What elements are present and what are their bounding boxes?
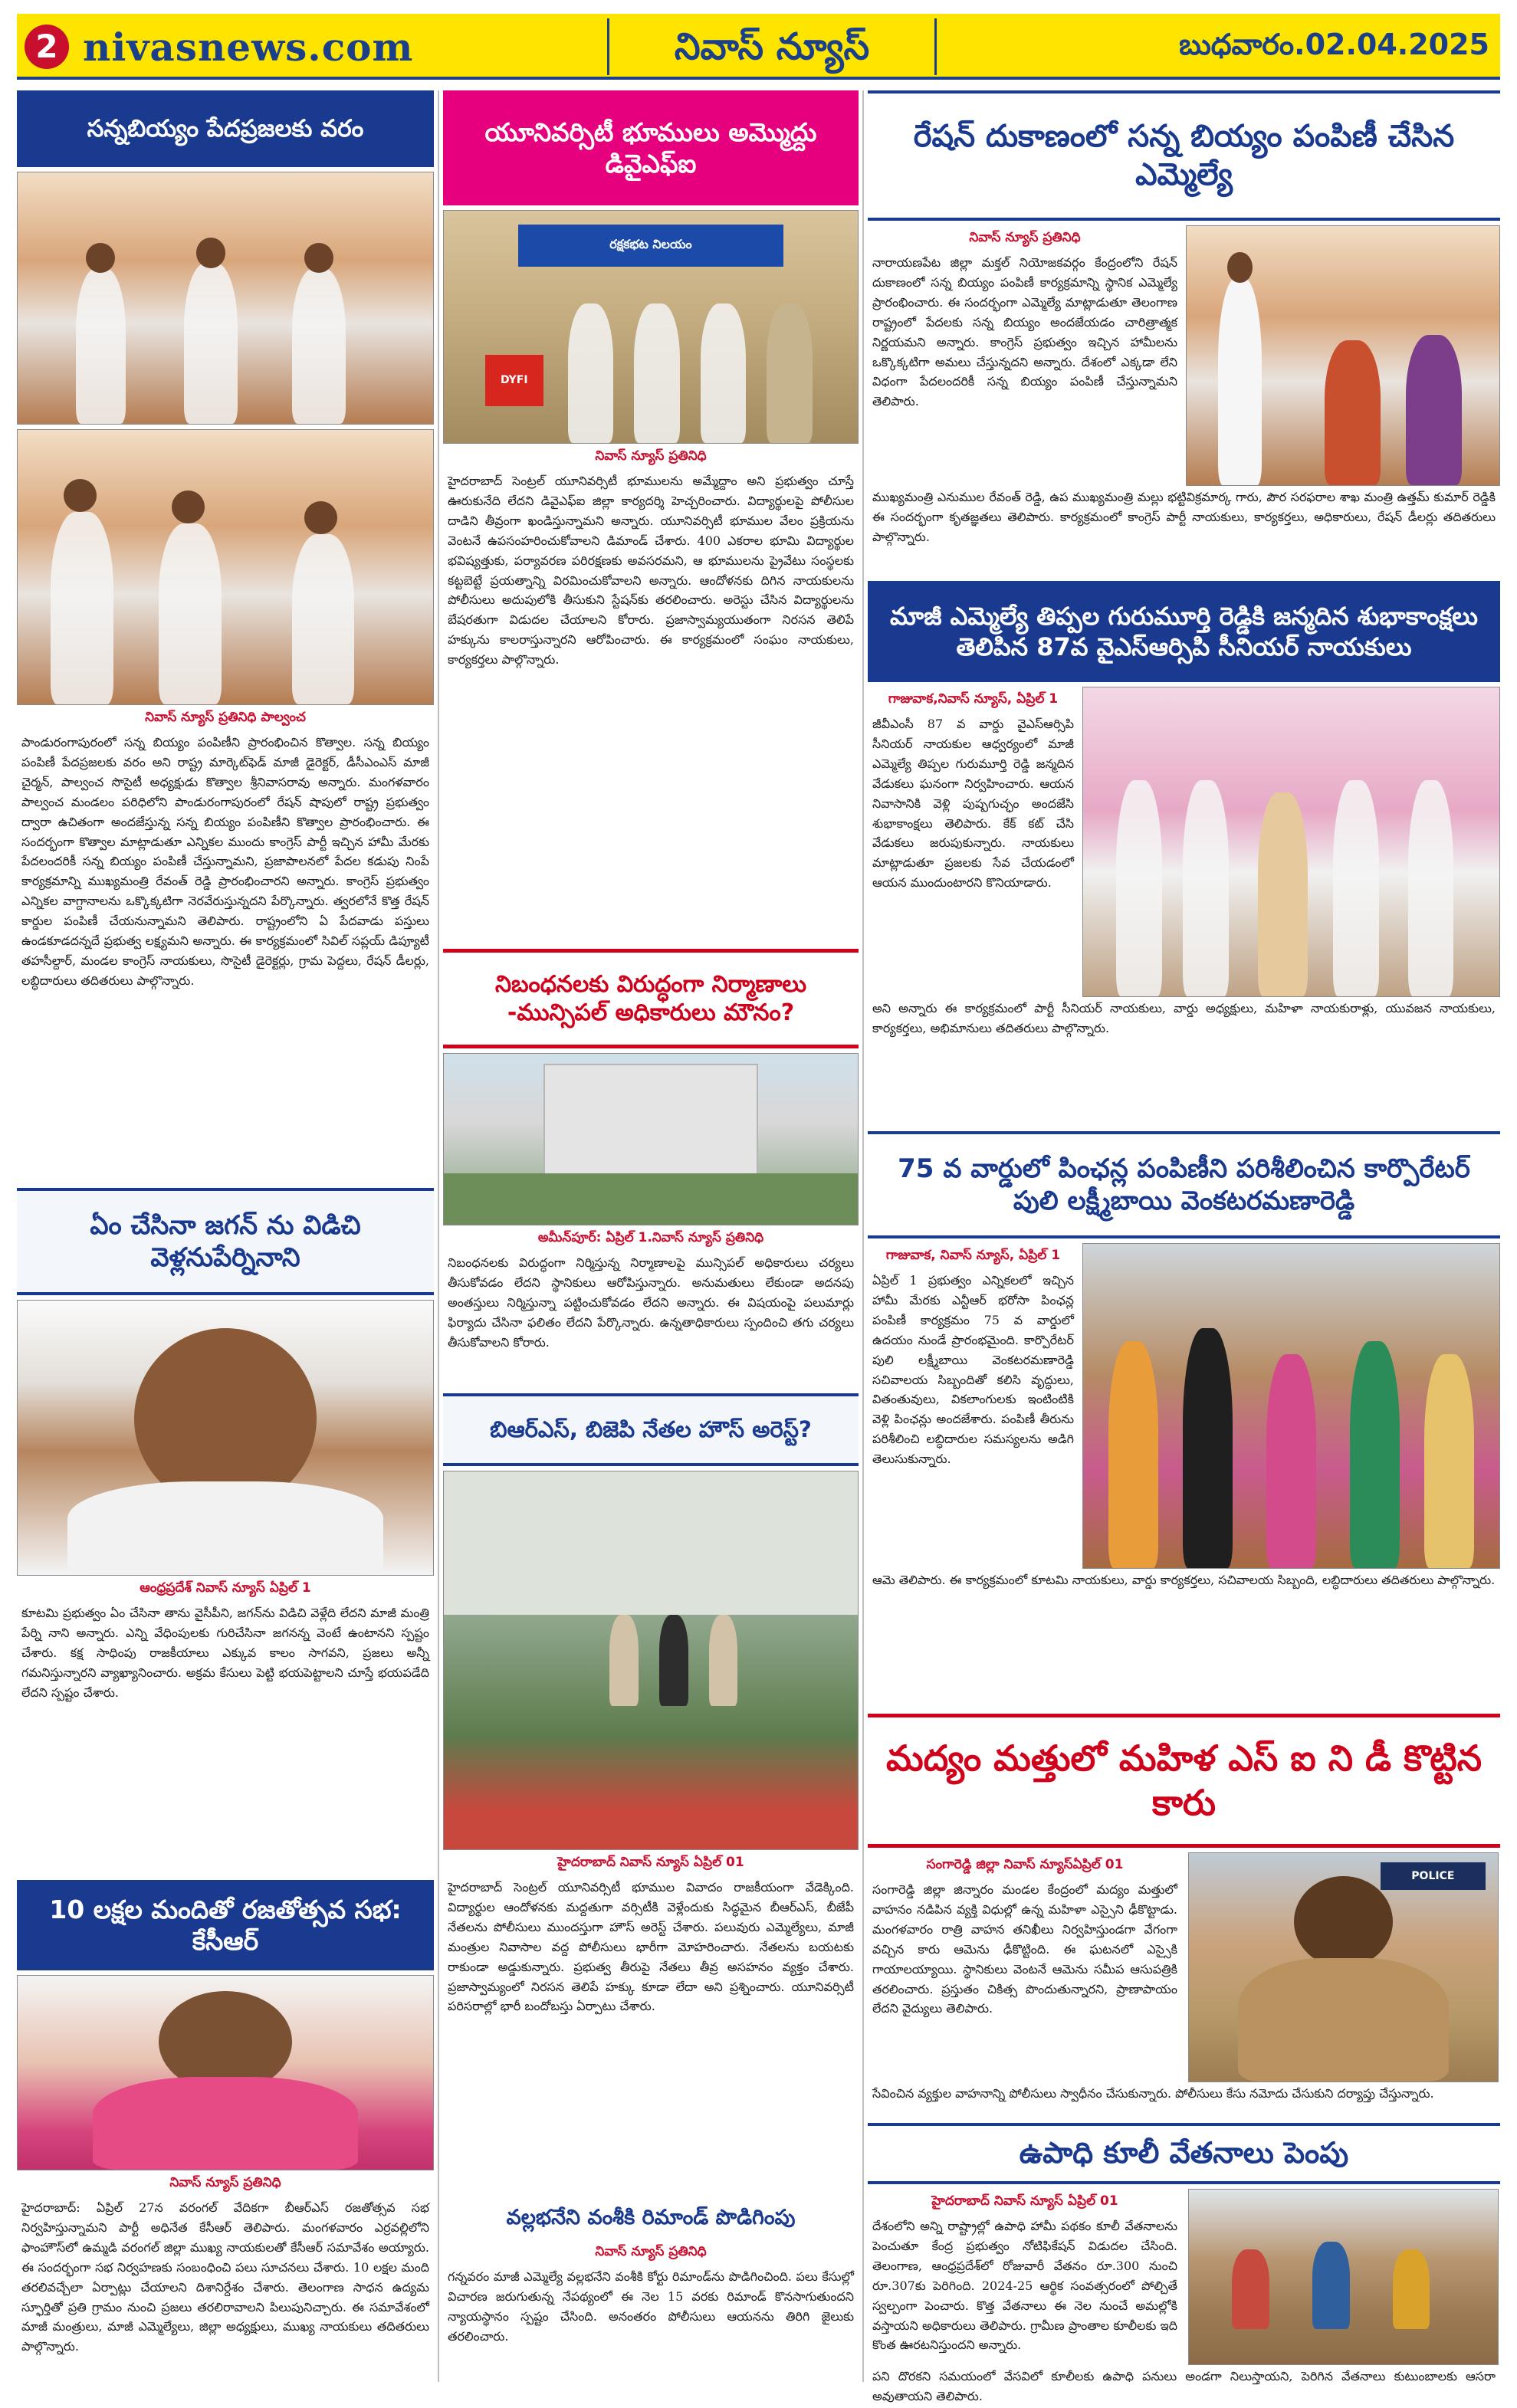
column-rule bbox=[438, 90, 439, 2382]
story-body: హైదరాబాద్: ఏప్రిల్ 27న వరంగల్ వేదికగా బీఆర్‌ఎస్ రజతోత్సవ సభ నిర్వహిస్తున్నామని పార్టీ అధినేత కేసీఆర్ తెలిపారు. మంగళవారం ఎర్రవల్లిలోని ఫాంహౌస్‌లో ఉమ్మడి వరంగల్ జిల్లా ముఖ్య నాయకులతో కేసీఆర్ సమావేశం అయ్యారు. ఈ సందర్భంగా సభ నిర్వహణకు సంబంధించి పలు సూచనలు చేశారు. 10 లక్షల మంది తరలివచ్చేలా ఏర్పాట్లు చేయాలని దిశానిర్దేశం చేశారు. తెలంగాణ సాధన ఉద్యమ స్ఫూర్తితో ప్రతి గ్రామం నుంచి ప్రజలు తరలిరావాలని పిలుపునిచ్చారు. ఈ సమావేశంలో మాజీ మంత్రులు, మాజీ ఎమ్మెల్యేలు, జిల్లా అధ్యక్షులు, ముఖ్య నాయకులు తదితరులు పాల్గొన్నారు. bbox=[21, 2200, 429, 2354]
headline: ఏం చేసినా జగన్ ను విడిచి వెళ్లనుపేర్నినాని bbox=[17, 1188, 434, 1295]
story-university-lands bbox=[443, 90, 859, 941]
byline: నివాస్ న్యూస్ ప్రతినిధి bbox=[969, 230, 1081, 245]
column-rule bbox=[862, 90, 864, 2382]
headline: మద్యం మత్తులో మహిళ ఎస్ ఐ ని డీ కొట్టిన కారు bbox=[868, 1714, 1500, 1848]
news-photo bbox=[1186, 225, 1500, 486]
headline: 75 వ వార్డులో పింఛన్ల పంపిణీని పరిశీలించిన కార్పొరేటర్ పులి లక్ష్మీబాయి వెంకటరమణారెడ్డి bbox=[868, 1131, 1500, 1238]
story-body-continued: అని అన్నారు ఈ కార్యక్రమంలో పార్టీ సీనియర్ నాయకులు, వార్డు అధ్యక్షులు, మహిళా నాయకురాళ్లు, యువజన నాయకులు, కార్యకర్తలు, అభిమానులు తదితరులు పాల్గొన్నారు. bbox=[872, 1001, 1496, 1035]
dyfi-banner: DYFI bbox=[485, 355, 543, 406]
byline: గాజువాక,నివాస్ న్యూస్, ఏప్రిల్ 1 bbox=[888, 691, 1059, 707]
story-birthday-wishes bbox=[868, 581, 1500, 1125]
headline: యూనివర్సిటీ భూములు అమ్మొద్దు డివైఎఫ్ఐ bbox=[443, 90, 859, 205]
story-vamsi-remand bbox=[443, 2196, 859, 2382]
story-body: సంగారెడ్డి జిల్లా జిన్నారం మండల కేంద్రంలో మద్యం మత్తులో వాహనం నడిపిన వ్యక్తి విధుల్లో ఉన్న మహిళా ఎస్సైని ఢీకొట్టాడు. మంగళవారం రాత్రి వాహన తనిఖీలు నిర్వహిస్తుండగా వేగంగా వచ్చిన కారు ఆమెను ఢీకొట్టింది. ఈ ఘటనలో ఎస్సైకి గాయాలయ్యాయి. స్థానికులు వెంటనే ఆమెను సమీప ఆసుపత్రికి తరలించారు. ప్రస్తుతం చికిత్స పొందుతున్నారని, ప్రాణాపాయం లేదని వైద్యులు తెలిపారు. bbox=[872, 1882, 1177, 2016]
headline: సన్నబియ్యం పేదప్రజలకు వరం bbox=[17, 90, 434, 167]
story-body: హైదరాబాద్ సెంట్రల్ యూనివర్సిటీ భూముల వివాదం రాజకీయంగా వేడెక్కింది. విద్యార్థుల ఆందోళనకు మద్దతుగా వర్సిటీకి వెళ్లేందుకు సిద్ధమైన బీఆర్‌ఎస్, బీజేపీ నేతలను పోలీసులు ముందస్తుగా హౌస్ అరెస్ట్ చేశారు. పలువురు ఎమ్మెల్యేలు, మాజీ మంత్రుల నివాసాల వద్ద పోలీసులు భారీగా మోహరించారు. నేతలను బయటకు రాకుండా అడ్డుకున్నారు. ప్రభుత్వ తీరుపై నేతలు తీవ్ర అసహనం వ్యక్తం చేశారు. ప్రజాస్వామ్యంలో నిరసన తెలిపే హక్కు కూడా లేదా అని ప్రశ్నించారు. యూనివర్సిటీ పరిసరాల్లో భారీ బందోబస్తు ఏర్పాటు చేశారు. bbox=[448, 1880, 854, 2014]
news-photo bbox=[1082, 1243, 1500, 1569]
story-body-continued: పని దొరకని సమయంలో వేసవిలో కూలీలకు ఉపాధి పనులు అండగా నిలుస్తాయని, పెరిగిన వేతనాలు కుటుంబాలకు ఆసరా అవుతాయని తెలిపారు. bbox=[872, 2369, 1496, 2403]
story-fine-rice bbox=[17, 90, 434, 1175]
story-nrega-wages bbox=[868, 2123, 1500, 2403]
headline: నిబంధనలకు విరుద్ధంగా నిర్మాణాలు -మున్సిపల్ అధికారులు మౌనం? bbox=[443, 949, 859, 1048]
column-left bbox=[17, 90, 434, 2382]
headline: మాజీ ఎమ్మెల్యే తిప్పల గురుమూర్తి రెడ్డికి జన్మదిన శుభాకాంక్షలు తెలిపిన 87వ వైఎస్ఆర్సిపి సీనియర్ నాయకులు bbox=[868, 581, 1500, 682]
story-body-continued: ముఖ్యమంత్రి ఎనుముల రేవంత్ రెడ్డి, ఉప ముఖ్యమంత్రి మల్లు భట్టివిక్రమార్క గారు, పౌర సరఫరాల శాఖ మంత్రి ఉత్తమ్ కుమార్ రెడ్డికి ఈ సందర్భంగా కృతజ్ఞతలు తెలిపారు. కార్యక్రమంలో కాంగ్రెస్ పార్టీ నాయకులు, కార్యకర్తలు, అధికారులు, రేషన్ డీలర్లు తదితరులు పాల్గొన్నారు. bbox=[872, 490, 1496, 544]
story-house-arrest bbox=[443, 1393, 859, 2190]
story-body: గన్నవరం మాజీ ఎమ్మెల్యే వల్లభనేని వంశీకి కోర్టు రిమాండ్‌ను పొడిగించింది. పలు కేసుల్లో విచారణ జరుగుతున్న నేపథ్యంలో ఈ నెల 15 వరకు రిమాండ్ కొనసాగుతుందని న్యాయస్థానం స్పష్టం చేసింది. అనంతరం పోలీసులు ఆయనను తిరిగి జైలుకు తరలించారు. bbox=[448, 2269, 854, 2344]
story-pension-distribution bbox=[868, 1131, 1500, 1706]
story-body: పాండురంగాపురంలో సన్న బియ్యం పంపిణీని ప్రారంభించిన కొత్వాల. సన్న బియ్యం పంపిణీ పేదప్రజలకు వరం అని రాష్ట్ర మార్కెట్‌ఫెడ్ మాజీ డైరెక్టర్, డీసీఎంఎస్ మాజీ చైర్మన్, పాల్వంచ సొసైటీ అధ్యక్షుడు కొత్వాల శ్రీనివాసరావు అన్నారు. మంగళవారం పాల్వంచ మండలం పరిధిలోని పాండురంగాపురంలో రేషన్ షాపులో రాష్ట్ర ప్రభుత్వం ద్వారా ఉచితంగా అందజేస్తున్న సన్న బియ్యం పంపిణీని కొత్వాల ప్రారంభించారు. ఈ సందర్భంగా కొత్వాల మాట్లాడుతూ ఎన్నికల ముందు కాంగ్రెస్ పార్టీ ఇచ్చిన హామీ మేరకు పేదలందరికీ సన్న బియ్యం పంపిణీ చేస్తున్నామని, ప్రజాపాలనలో పేదల కడుపు నింపే కార్యక్రమాన్ని ముఖ్యమంత్రి రేవంత్ రెడ్డి ప్రారంభించారని అన్నారు. కాంగ్రెస్ ప్రభుత్వం ఎన్నికల వాగ్దానాలను ఒక్కొక్కటిగా నెరవేరుస్తున్నదని పేర్కొన్నారు. త్వరలోనే కొత్త రేషన్ కార్డుల పంపిణీ చేయనున్నామని తెలిపారు. రాష్ట్రంలోని ఏ పేదవాడు పస్తులు ఉండకూడదన్నదే ప్రభుత్వ లక్ష్యమని అన్నారు. ఈ కార్యక్రమంలో సివిల్ సప్లయ్ డిప్యూటీ తహసీల్దార్, మండల కాంగ్రెస్ నాయకులు, సొసైటీ డైరెక్టర్లు, గ్రామ పెద్దలు, రేషన్ డీలర్లు, లబ్ధిదారులు తదితరులు పాల్గొన్నారు. bbox=[21, 735, 429, 988]
headline: 10 లక్షల మందితో రజతోత్సవ సభ: కేసీఆర్ bbox=[17, 1880, 434, 1970]
news-photo bbox=[17, 429, 434, 705]
news-photo bbox=[1188, 1852, 1499, 2082]
news-photo bbox=[1188, 2189, 1499, 2365]
byline: ఆంధ్రప్రదేశ్ నివాస్ న్యూస్ ఏప్రిల్ 1 bbox=[140, 1580, 311, 1596]
story-body: ఏప్రిల్ 1 ప్రభుత్వం ఎన్నికలలో ఇచ్చిన హామీ మేరకు ఎన్టీఆర్ భరోసా పింఛన్ల పంపిణీ కార్యక్రమం 75 వ వార్డులో ఉదయం నుండే ప్రారంభమైంది. కార్పొరేటర్ పులి లక్ష్మీబాయి వెంకటరమణారెడ్డి సచివాలయ సిబ్బందితో కలిసి వృద్ధులు, వితంతువులు, వికలాంగులకు ఇంటింటికి వెళ్లి పింఛన్లు అందజేశారు. పంపిణీ తీరును పరిశీలించి లబ్ధిదారుల సమస్యలను అడిగి తెలుసుకున్నారు. bbox=[872, 1273, 1074, 1467]
news-photo bbox=[443, 1053, 859, 1225]
story-body: నిబంధనలకు విరుద్ధంగా నిర్మిస్తున్న నిర్మాణాలపై మున్సిపల్ అధికారులు చర్యలు తీసుకోవడం లేదని స్థానికులు ఆరోపిస్తున్నారు. అనుమతులు లేకుండా అదనపు అంతస్తులు నిర్మిస్తున్నా పట్టించుకోవడం లేదని అన్నారు. ఈ విషయంపై పలుమార్లు ఫిర్యాదు చేసినా ఫలితం లేదని పేర్కొన్నారు. ఉన్నతాధికారులు స్పందించి తగు చర్యలు తీసుకోవాలని కోరారు. bbox=[448, 1255, 854, 1350]
headline: ఉపాధి కూలీ వేతనాలు పెంపు bbox=[868, 2123, 1500, 2184]
news-photo bbox=[17, 1300, 434, 1576]
column-middle bbox=[443, 90, 859, 2382]
byline: నివాస్ న్యూస్ ప్రతినిధి bbox=[169, 2175, 281, 2190]
police-station-sign: రక్షకభట నిలయం bbox=[518, 225, 783, 267]
byline: గాజువాక, నివాస్ న్యూస్, ఏప్రిల్ 1 bbox=[885, 1248, 1061, 1263]
police-sign: POLICE bbox=[1381, 1862, 1486, 1890]
headline: వల్లభనేని వంశీకి రిమాండ్ పొడిగింపు bbox=[506, 2206, 796, 2230]
website-name[interactable]: nivasnews.com bbox=[83, 25, 414, 70]
story-mla-ration bbox=[868, 90, 1500, 575]
byline: హైదరాబాద్ నివాస్ న్యూస్ ఏప్రిల్ 01 bbox=[557, 1855, 744, 1870]
story-drunk-driving bbox=[868, 1714, 1500, 2112]
story-body: నారాయణపేట జిల్లా మక్తల్ నియోజకవర్గం కేంద్రంలోని రేషన్ దుకాణంలో సన్న బియ్యం పంపిణీ కార్యక్రమాన్ని స్థానిక ఎమ్మెల్యే ప్రారంభించారు. ఈ సందర్భంగా ఎమ్మెల్యే మాట్లాడుతూ తెలంగాణ రాష్ట్రంలో పేదలకు సన్న బియ్యం అందజేయడం చారిత్రాత్మక నిర్ణయమని అన్నారు. కాంగ్రెస్ ప్రభుత్వం ఇచ్చిన హామీలను ఒక్కొక్కటిగా అమలు చేస్తున్నదని అన్నారు. దేశంలో ఎక్కడా లేని విధంగా పేదలందరికీ సన్న బియ్యం పంపిణీ చేస్తున్నామని తెలిపారు. bbox=[872, 255, 1177, 409]
headline: బిఆర్ఎస్, బిజెపి నేతల హౌస్ అరెస్ట్? bbox=[443, 1393, 859, 1466]
byline: నివాస్ న్యూస్ ప్రతినిధి bbox=[595, 448, 707, 464]
byline: అమీన్‌పూర్: ఏప్రిల్ 1.నివాస్ న్యూస్ ప్రతినిధి bbox=[537, 1230, 764, 1245]
story-perni-nani bbox=[17, 1188, 434, 1870]
byline: నివాస్ న్యూస్ ప్రతినిధి bbox=[595, 2244, 707, 2259]
story-body: హైదరాబాద్ సెంట్రల్ యూనివర్సిటీ భూములను అమ్మేద్దాం అని ప్రభుత్వం చూస్తే ఊరుకునేది లేదని డివైఎఫ్ఐ జిల్లా కార్యదర్శి హెచ్చరించారు. విద్యార్థులపై పోలీసుల దాడిని తీవ్రంగా ఖండిస్తున్నామని అన్నారు. యూనివర్సిటీ భూముల వేలం ప్రక్రియను వెంటనే ఉపసంహరించుకోవాలని డిమాండ్ చేశారు. 400 ఎకరాల భూమి విద్యార్థుల భవిష్యత్తుకు, పర్యావరణ పరిరక్షణకు అవసరమని, ఆ భూములను ప్రైవేటు సంస్థలకు కట్టబెట్టే ప్రయత్నాన్ని విరమించుకోవాలని అన్నారు. ఆందోళనకు దిగిన నాయకులను పోలీసులు అదుపులోకి తీసుకుని స్టేషన్‌కు తరలించారు. అరెస్టు చేసిన విద్యార్థులను బేషరతుగా విడుదల చేయాలని కోరారు. ప్రజాస్వామ్యయుతంగా నిరసన తెలిపే హక్కును కాలరాస్తున్నారని ఆరోపించారు. ఈ కార్యక్రమంలో సంఘం నాయకులు, కార్యకర్తలు పాల్గొన్నారు. bbox=[448, 474, 854, 668]
story-body-continued: ఆమె తెలిపారు. ఈ కార్యక్రమంలో కూటమి నాయకులు, వార్డు కార్యకర్తలు, సచివాలయ సిబ్బంది, లబ్ధిదారులు తదితరులు పాల్గొన్నారు. bbox=[872, 1573, 1496, 1587]
news-photo bbox=[17, 1975, 434, 2170]
issue-date: బుధవారం.02.04.2025 bbox=[1179, 28, 1489, 61]
news-photo bbox=[443, 210, 859, 444]
news-photo bbox=[1082, 687, 1500, 997]
masthead bbox=[17, 14, 1500, 80]
story-body-continued: సేవించిన వ్యక్తుల వాహనాన్ని పోలీసులు స్వాధీనం చేసుకున్నారు. పోలీసులు కేసు నమోదు చేసుకుని దర్యాప్తు చేస్తున్నారు. bbox=[872, 2086, 1434, 2101]
story-body: కూటమి ప్రభుత్వం ఏం చేసినా తాను వైసీపీని, జగన్‌ను విడిచి వెళ్లేది లేదని మాజీ మంత్రి పేర్ని నాని అన్నారు. ఎన్ని వేధింపులకు గురిచేసినా జగనన్న వెంటే ఉంటానని స్పష్టం చేశారు. కక్ష సాధింపు రాజకీయాలు ఎక్కువ కాలం సాగవని, ప్రజలు అన్నీ గమనిస్తున్నారని వ్యాఖ్యానించారు. అక్రమ కేసులు పెట్టి భయపెట్టాలని చూస్తే భయపడేది లేదని స్పష్టం చేశారు. bbox=[21, 1606, 429, 1700]
page-number: 2 bbox=[25, 25, 69, 69]
byline: సంగారెడ్డి జిల్లా నివాస్ న్యూస్ఏప్రిల్ 01 bbox=[926, 1857, 1124, 1872]
story-body: జీవీఎంసీ 87 వ వార్డు వైఎస్ఆర్సిపి సీనియర్ నాయకుల ఆధ్వర్యంలో మాజీ ఎమ్మెల్యే తిప్పల గురుమూర్తి రెడ్డి జన్మదిన వేడుకలు ఘనంగా నిర్వహించారు. ఆయన నివాసానికి వెళ్లి పుష్పగుచ్ఛం అందజేసి శుభాకాంక్షలు తెలిపారు. కేక్ కట్ చేసి వేడుకలు జరుపుకున్నారు. నాయకులు మాట్లాడుతూ ప్రజలకు సేవ చేయడంలో ఆయన ముందుంటారని కొనియాడారు. bbox=[872, 717, 1074, 891]
byline: హైదరాబాద్ నివాస్ న్యూస్ ఏప్రిల్ 01 bbox=[931, 2193, 1118, 2209]
headline: రేషన్ దుకాణంలో సన్న బియ్యం పంపిణీ చేసిన ఎమ్మెల్యే bbox=[868, 90, 1500, 221]
column-right bbox=[868, 90, 1500, 2403]
news-photo bbox=[17, 172, 434, 425]
news-photo bbox=[443, 1471, 859, 1850]
story-body: దేశంలోని అన్ని రాష్ట్రాల్లో ఉపాధి హామీ పథకం కూలీ వేతనాలను పెంచుతూ కేంద్ర ప్రభుత్వం నోటిఫికేషన్ విడుదల చేసింది. తెలంగాణ, ఆంధ్రప్రదేశ్‌లో రోజువారీ వేతనం రూ.300 నుంచి రూ.307కు పెరిగింది. 2024-25 ఆర్థిక సంవత్సరంలో పోల్చితే స్వల్పంగా పెంచారు. కొత్త వేతనాలు ఈ నెల నుంచే అమల్లోకి వస్తాయని అధికారులు తెలిపారు. గ్రామీణ ప్రాంతాల కూలీలకు ఇది కొంత ఊరటనిస్తుందని అన్నారు. bbox=[872, 2219, 1177, 2353]
byline: నివాస్ న్యూస్ ప్రతినిధి పాల్వంచ bbox=[145, 710, 306, 725]
story-kcr-rally bbox=[17, 1880, 434, 2382]
story-illegal-construction bbox=[443, 949, 859, 1384]
paper-name: నివాస్ న్యూస్ bbox=[607, 18, 937, 75]
